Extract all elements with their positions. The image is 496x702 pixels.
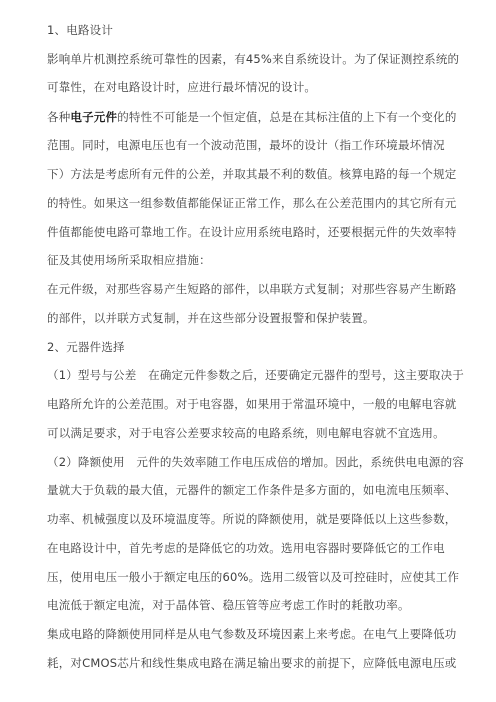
- paragraph-line: 在元件级，对那些容易产生短路的部件，以串联方式复制；对那些容易产生断路: [47, 282, 457, 296]
- section-heading-circuit-design: 1、电路设计: [47, 23, 114, 37]
- text-segment: 的特性不可能是一个恒定值，总是在其标注值的上下有一个变化的: [117, 110, 457, 124]
- paragraph-line: 量就大于负载的最大值，元器件的额定工作条件是多方面的，如电流电压频率、: [47, 483, 457, 497]
- paragraph-line: （1）型号与公差 在确定元件参数之后，还要确定元器件的型号，这主要取决于: [47, 368, 465, 382]
- paragraph-line: 的部件，以并联方式复制，并在这些部分设置报警和保护装置。: [47, 311, 375, 325]
- paragraph-line: 的特性。如果这一组参数值都能保证正常工作，那么在公差范围内的其它所有元: [47, 196, 457, 210]
- paragraph-line: 件值都能使电路可靠地工作。在设计应用系统电路时，还要根据元件的失效率特: [47, 225, 457, 239]
- paragraph-line: 耗，对CMOS芯片和线性集成电路在满足输出要求的前提下，应降低电源电压或: [47, 656, 457, 670]
- paragraph-line: 在电路设计中，首先考虑的是降低它的功效。选用电容器时要降低它的工作电: [47, 541, 445, 555]
- text-segment: 各种: [47, 110, 71, 124]
- paragraph-line: 征及其使用场所采取相应措施：: [47, 253, 211, 267]
- paragraph-line: 电流低于额定电流，对于晶体管、稳压管等应考虑工作时的耗散功率。: [47, 598, 410, 612]
- paragraph-line: 电路所允许的公差范围。对于电容器，如果用于常温环境中，一般的电解电容就: [47, 397, 457, 411]
- section-heading-component-selection: 2、元器件选择: [47, 340, 125, 354]
- keyword-link-electronic-components[interactable]: 电子元件: [70, 110, 118, 124]
- paragraph-line: 范围。同时，电源电压也有一个波动范围，最坏的设计（指工作环境最坏情况: [47, 138, 445, 152]
- paragraph-line: 可靠性，在对电路设计时，应进行最坏情况的设计。: [47, 80, 317, 94]
- paragraph-line: 集成电路的降额使用同样是从电气参数及环境因素上来考虑。在电气上要降低功: [47, 627, 457, 641]
- paragraph-line: 下）方法是考虑所有元件的公差，并取其最不利的数值。核算电路的每一个规定: [47, 167, 457, 181]
- paragraph-line: 功率、机械强度以及环境温度等。所说的降额使用，就是要降低以上这些参数，: [47, 512, 457, 526]
- paragraph-line: 压，使用电压一般小于额定电压的60%。选用二级管以及可控硅时，应使其工作: [47, 570, 460, 584]
- paragraph-line: [47, 109, 457, 125]
- paragraph-line: 影响单片机测控系统可靠性的因素，有45%来自系统设计。为了保证测控系统的: [47, 52, 460, 66]
- paragraph-line: 可以满足要求，对于电容公差要求较高的电路系统，则电解电容就不宜选用。: [47, 426, 445, 440]
- paragraph-line: （2）降额使用 元件的失效率随工作电压成倍的增加。因此，系统供电电源的容: [47, 455, 465, 469]
